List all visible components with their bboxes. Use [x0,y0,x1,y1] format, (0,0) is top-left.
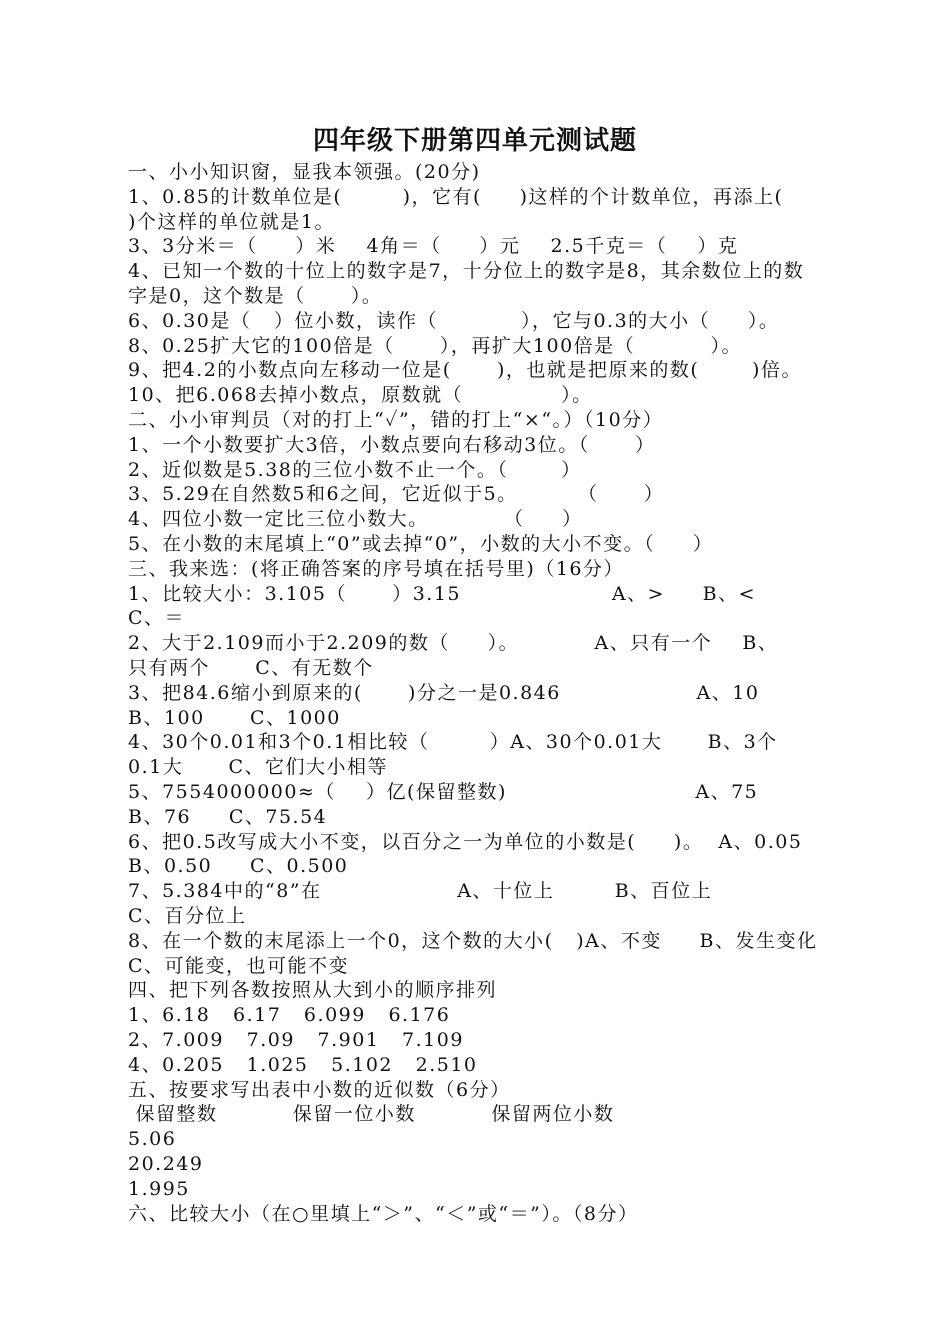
text-line: C、＝ [128,607,186,630]
text-line: 2、近似数是5.38的三位小数不止一个。（ ） [128,458,582,481]
text-line: 保留整数 保留一位小数 保留两位小数 [128,1103,615,1126]
text-line: B、0.50 C、0.500 [128,855,349,878]
text-line: 5、在小数的末尾填上“0”或去掉“0”，小数的大小不变。（ ） [128,533,714,555]
text-line: )个这样的单位就是1。 [128,210,336,233]
text-line: B、100 C、1000 [128,706,341,729]
text-line: 4、30个0.01和3个0.1相比较（ ）A、30个0.01大 B、3个 [128,731,778,754]
text-line: C、可能变，也可能不变 [128,954,350,977]
text-line: 3、5.29在自然数5和6之间，它近似于5。 （ ） [128,483,665,506]
text-line: 20.249 [128,1153,204,1175]
text-line: 二、小小审判员（对的打上“✓”，错的打上“×“。）（10分） [128,409,664,431]
text-line: 4、0.205 1.025 5.102 2.510 [128,1053,478,1076]
text-line: 4、已知一个数的十位上的数字是7，十分位上的数字是8，其余数位上的数 [128,260,805,283]
text-line: B、76 C、75.54 [128,805,328,828]
text-line: 三、我来选：(将正确答案的序号填在括号里)（16分） [128,557,625,580]
text-line: 3、3分米＝（ ）米 4角＝（ ）元 2.5千克＝（ ）克 [128,235,739,258]
text-line: 0.1大 C、它们大小相等 [128,756,388,779]
text-line: 8、在一个数的末尾添上一个0，这个数的大小( )A、不变 B、发生变化 [128,929,818,952]
text-line: 1.995 [128,1177,190,1200]
text-line: 四、把下列各数按照从大到小的顺序排列 [128,979,498,1002]
text-line: C、百分位上 [128,905,247,927]
text-line: 1、一个小数要扩大3倍，小数点要向右移动3位。（ ） [128,433,656,456]
text-line: 5.06 [128,1128,177,1151]
text-line: 一、小小知识窗，显我本领强。(20分) [128,161,481,183]
text-line: 1、6.18 6.17 6.099 6.176 [128,1004,451,1027]
text-line: 8、0.25扩大它的100倍是（ ），再扩大100倍是（ ）。 [128,334,743,357]
text-line: 五、按要求写出表中小数的近似数（6分） [128,1078,511,1101]
text-line: 5、7554000000≈（ ）亿(保留整数) A、75 [128,781,759,803]
text-line: 字是0，这个数是（ ）。 [128,285,383,307]
text-line: 1、比较大小：3.105（ ）3.15 A、> B、< [128,582,757,605]
text-line: 6、0.30是（ ）位小数，读作（ ），它与0.3的大小（ ）。 [128,309,780,332]
text-line: 只有两个 C、有无数个 [128,657,374,679]
text-line: 六、比较大小（在○里填上“＞”、“＜”或“＝”）。（8分） [128,1202,639,1225]
text-line: 2、7.009 7.09 7.901 7.109 [128,1029,464,1051]
text-line: 10、把6.068去掉小数点，原数就（ ）。 [128,384,593,407]
text-line: 4、四位小数一定比三位小数大。 （ ） [128,508,583,531]
text-line: 7、5.384中的“8”在 A、十位上 B、百位上 [128,880,713,903]
text-line: 2、大于2.109而小于2.209的数（ ）。 A、只有一个 B、 [128,632,779,655]
text-line: 3、把84.6缩小到原来的( )分之一是0.846 A、10 [128,681,760,704]
text-line: 9、把4.2的小数点向左移动一位是( )，也就是把原来的数( )倍。 [128,359,802,382]
text-line: 6、把0.5改写成大小不变，以百分之一为单位的小数是( )。 A、0.05 [128,830,803,853]
page-title: 四年级下册第四单元测试题 [312,126,637,156]
text-line: 1、0.85的计数单位是( )，它有( )这样的个计数单位，再添上( [128,185,784,208]
